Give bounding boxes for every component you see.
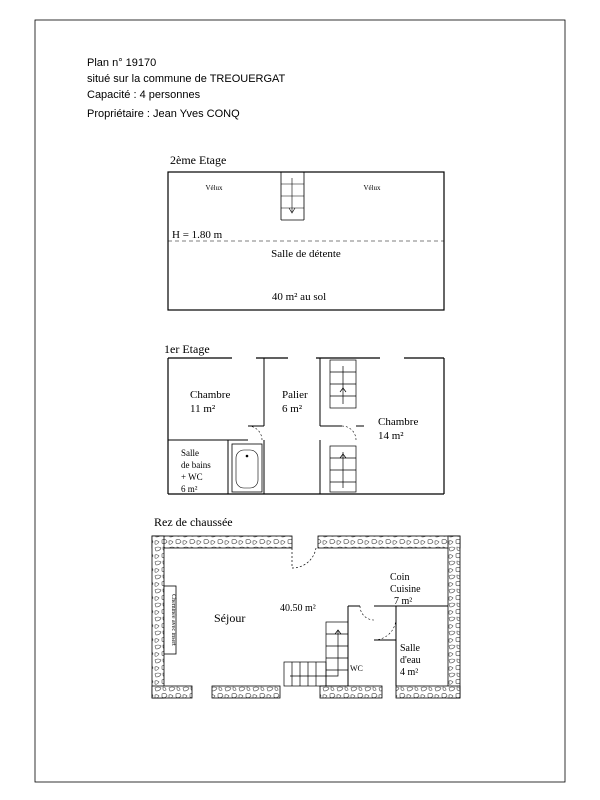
sejour-area: 40.50 m²	[280, 603, 316, 614]
sdb-line1: Salle	[181, 448, 199, 458]
ground-floor-stair	[284, 622, 348, 686]
capacity: Capacité : 4 personnes	[87, 89, 201, 101]
sde-line1: Salle	[400, 643, 420, 654]
plan-number: Plan n° 19170	[87, 57, 157, 69]
second-floor-title: 2ème Etage	[170, 153, 227, 167]
chimney-label: Cheminée avec insert	[170, 594, 176, 646]
velux-right: Vélux	[363, 184, 381, 192]
second-floor-stair	[281, 172, 304, 220]
door-salle-eau	[374, 618, 396, 640]
door-chambre2	[342, 426, 356, 440]
chambre1-area: 11 m²	[190, 403, 216, 415]
palier-label: Palier	[282, 389, 308, 401]
ground-floor-walls	[348, 606, 448, 686]
door-wc	[360, 606, 374, 620]
salle-detente-area: 40 m² au sol	[271, 291, 327, 303]
wc-label: WC	[350, 664, 363, 673]
ground-floor	[152, 515, 460, 698]
sejour-label: Séjour	[214, 611, 246, 625]
height-label: H = 1.80 m	[172, 229, 223, 241]
first-floor-title: 1er Etage	[164, 342, 210, 356]
sdb-line3: + WC	[181, 472, 203, 482]
salle-detente-label: Salle de détente	[271, 248, 341, 260]
first-floor-stair-upper	[330, 360, 356, 408]
sdb-area: 6 m²	[181, 484, 198, 494]
first-floor	[164, 342, 444, 494]
sde-line2: d'eau	[400, 655, 421, 666]
chambre2-area: 14 m²	[378, 430, 404, 442]
kitchen-line2: Cuisine	[390, 584, 421, 595]
velux-left: Vélux	[205, 184, 223, 192]
commune: situé sur la commune de TREOUERGAT	[87, 73, 286, 85]
owner: Propriétaire : Jean Yves CONQ	[87, 108, 240, 120]
second-floor	[168, 153, 444, 310]
kitchen-line1: Coin	[390, 572, 410, 583]
door-chambre1	[248, 426, 262, 440]
chambre1-label: Chambre	[190, 389, 231, 401]
kitchen-area: 7 m²	[394, 596, 413, 607]
sde-area: 4 m²	[400, 667, 419, 678]
ground-floor-title: Rez de chaussée	[154, 515, 233, 529]
sdb-line2: de bains	[181, 460, 211, 470]
first-floor-stair-lower	[330, 446, 356, 492]
entrance-door	[292, 548, 316, 568]
chambre2-label: Chambre	[378, 416, 419, 428]
bathtub-icon	[232, 444, 262, 492]
palier-area: 6 m²	[282, 403, 303, 415]
